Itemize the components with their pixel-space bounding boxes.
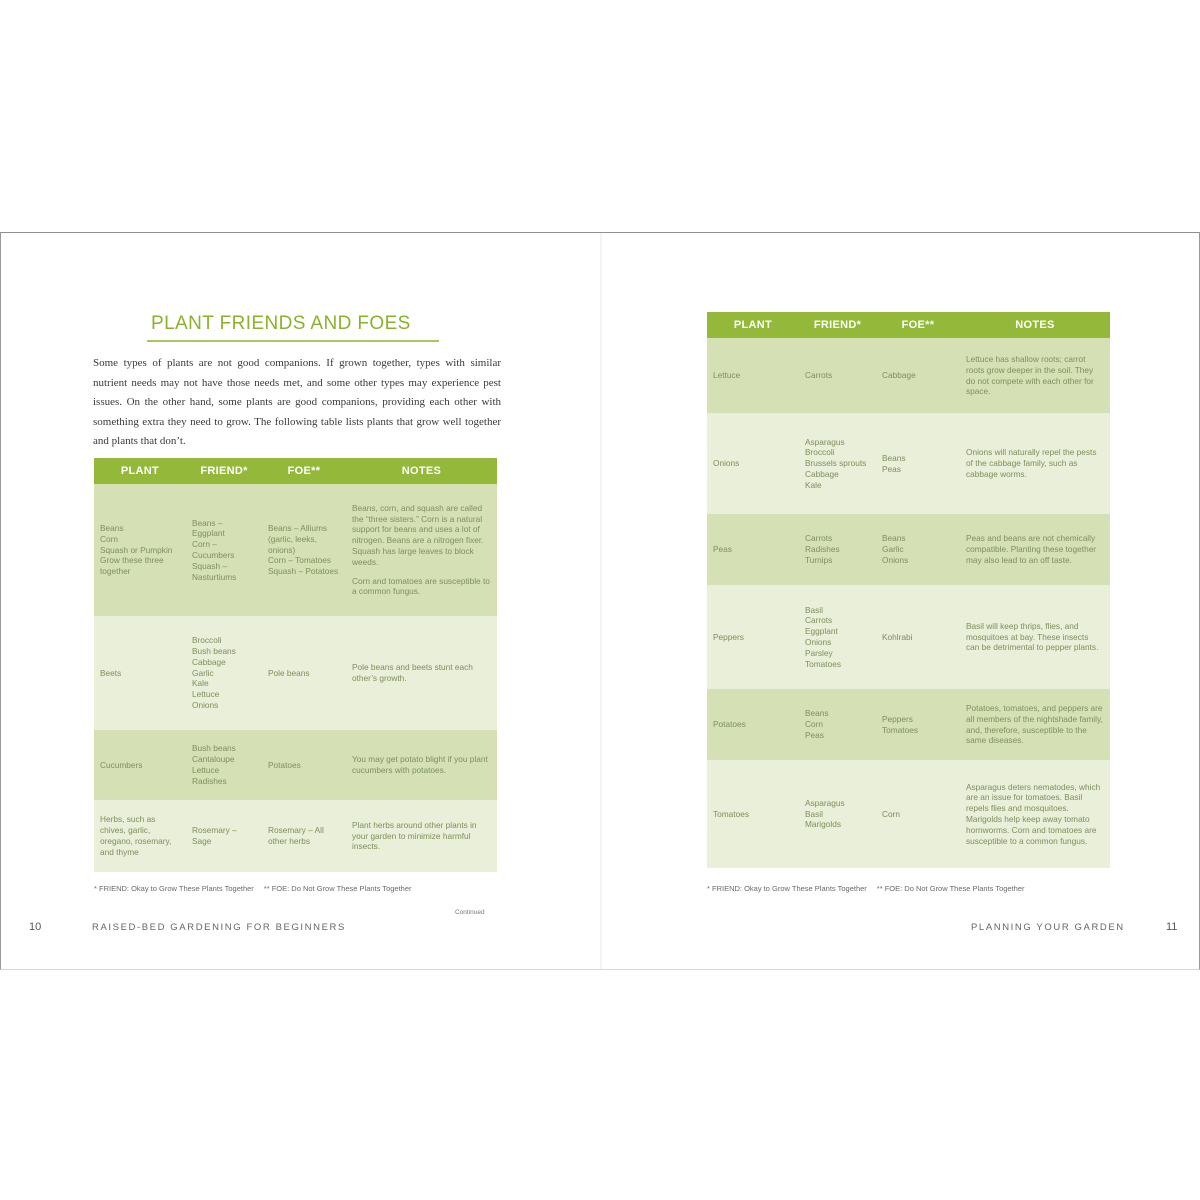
- left-page-number: 10: [29, 921, 42, 933]
- friend-text: Rosemary – Sage: [192, 825, 237, 846]
- intro-paragraph: Some types of plants are not good companions. If grown together, types with similar nutrient needs may not have those needs met, and some other types may experience pest issues. On the other hand, some plants are good companions, providing each other with something extra they need to grow. The following table lists plants that grow well together and plants that don’t.: [93, 357, 501, 447]
- friend-text: Broccoli: [192, 635, 222, 646]
- left-friends-foes-table: [94, 458, 497, 872]
- column-header-notes: NOTES: [960, 312, 1110, 338]
- table-row: [707, 760, 1110, 868]
- plant-text: Peas: [713, 544, 732, 555]
- plant-text: Onions: [713, 458, 740, 469]
- cell-notes: [960, 689, 1110, 760]
- cell-friend: [799, 585, 876, 689]
- plant-text: Corn: [100, 533, 118, 544]
- friend-text: Lettuce: [192, 765, 220, 775]
- cell-notes: [346, 484, 497, 616]
- friend-text: Radishes: [805, 544, 840, 555]
- friend-text: Lettuce: [192, 689, 220, 700]
- cell-foe: [876, 413, 960, 514]
- cell-friend: [799, 338, 876, 413]
- friend-text: Onions: [192, 699, 219, 710]
- cell-notes: [346, 616, 497, 730]
- column-header-friend: FRIEND*: [186, 458, 262, 484]
- friend-text: Kale: [805, 479, 822, 490]
- friend-text: Onions: [805, 637, 832, 647]
- cell-foe: [876, 760, 960, 868]
- friend-text: Parsley: [805, 647, 833, 658]
- cell-foe: [876, 514, 960, 585]
- column-header-friend: FRIEND*: [799, 312, 876, 338]
- friend-text: Cantaloupe: [192, 754, 235, 765]
- cell-friend: [799, 760, 876, 868]
- footnote-text: ** FOE: Do Not Grow These Plants Together: [876, 884, 1025, 893]
- friend-text: Garlic: [192, 667, 214, 678]
- notes-text: Basil will keep thrips, flies, and mosquitoes at bay. These insects can be detrimental to pepper plants.: [966, 620, 1099, 653]
- right-friends-foes-table: [707, 312, 1110, 868]
- friend-text: Basil: [805, 808, 823, 819]
- plant-text: Beets: [100, 667, 122, 678]
- friend-text: Corn – Cucumbers: [192, 539, 235, 560]
- table-row: [707, 413, 1110, 514]
- notes-text: Corn and tomatoes are susceptible to a common fungus.: [352, 575, 490, 597]
- foe-text: Kohlrabi: [882, 631, 913, 642]
- table-header-row: [707, 312, 1110, 338]
- plant-text: Beans: [100, 523, 124, 533]
- foe-text: Onions: [882, 554, 909, 565]
- cell-friend: [186, 616, 262, 730]
- cell-plant: [707, 338, 799, 413]
- foe-text: Beans: [882, 533, 906, 544]
- book-gutter: [600, 233, 602, 969]
- cell-plant: [94, 484, 186, 616]
- friend-text: Broccoli: [805, 447, 835, 458]
- foe-text: Beans – Alliums (garlic, leeks, onions): [268, 523, 328, 555]
- friend-text: Brussels sprouts: [805, 458, 867, 469]
- table-row: [94, 800, 497, 872]
- friend-text: Turnips: [805, 554, 833, 565]
- notes-text: Beans, corn, and squash are called the “three sisters.” Corn is a natural support for beans and uses a lot of nitrogen. Beans are a nitrogen fixer. Squash has large leaves to block weeds.: [352, 502, 484, 567]
- friend-text: Carrots: [805, 533, 833, 544]
- table-row: [94, 730, 497, 800]
- cell-notes: [960, 514, 1110, 585]
- friend-text: Eggplant: [805, 626, 838, 637]
- notes-text: Pole beans and beets stunt each other’s growth.: [352, 662, 473, 683]
- friend-text: Squash – Nasturtiums: [192, 560, 237, 582]
- table-row: [707, 514, 1110, 585]
- cell-notes: [960, 338, 1110, 413]
- foe-text: Rosemary – All other herbs: [268, 825, 324, 846]
- friend-text: Marigolds: [805, 819, 841, 830]
- cell-foe: [262, 730, 346, 800]
- page-title: PLANT FRIENDS AND FOES: [151, 313, 411, 334]
- friend-text: Radishes: [192, 775, 227, 786]
- cell-notes: [960, 760, 1110, 868]
- column-header-plant: PLANT: [707, 312, 799, 338]
- cell-foe: [876, 338, 960, 413]
- plant-text: Herbs, such as chives, garlic, oregano, rosemary, and thyme: [100, 814, 172, 857]
- friend-text: Asparagus: [805, 797, 845, 808]
- plant-text: Squash or Pumpkin: [100, 544, 173, 555]
- notes-text: Potatoes, tomatoes, and peppers are all members of the nightshade family, and, therefore, susceptible to the same diseases.: [966, 702, 1103, 746]
- right-running-head: PLANNING YOUR GARDEN: [971, 922, 1125, 933]
- friend-text: Carrots: [805, 370, 833, 381]
- cell-plant: [707, 760, 799, 868]
- foe-text: Tomatoes: [882, 724, 918, 735]
- cell-plant: [707, 689, 799, 760]
- foe-text: Peas: [882, 463, 901, 474]
- friend-text: Cabbage: [805, 468, 839, 479]
- foe-text: Squash – Potatoes: [268, 566, 339, 577]
- column-header-foe: FOE**: [876, 312, 960, 338]
- friend-text: Asparagus: [805, 436, 845, 447]
- cell-plant: [707, 585, 799, 689]
- column-header-notes: NOTES: [346, 458, 497, 484]
- notes-text: You may get potato blight if you plant cucumbers with potatoes.: [352, 754, 488, 775]
- friend-text: Tomatoes: [805, 658, 841, 669]
- title-underline: [147, 340, 439, 342]
- cell-friend: [799, 413, 876, 514]
- cell-foe: [262, 484, 346, 616]
- friend-text: Bush beans: [192, 646, 236, 656]
- right-footnotes: [707, 884, 1035, 893]
- cell-plant: [707, 413, 799, 514]
- friend-text: Corn: [805, 719, 823, 730]
- foe-text: Pole beans: [268, 667, 310, 678]
- cell-notes: [346, 730, 497, 800]
- friend-text: Cabbage: [192, 656, 226, 667]
- plant-text: Grow these three together: [100, 555, 164, 577]
- plant-text: Peppers: [713, 631, 744, 642]
- footnote-text: ** FOE: Do Not Grow These Plants Together: [263, 884, 412, 893]
- footnote-text: * FRIEND: Okay to Grow These Plants Together: [94, 884, 254, 893]
- friend-text: Beans: [805, 708, 829, 719]
- cell-plant: [707, 514, 799, 585]
- plant-text: Tomatoes: [713, 808, 749, 819]
- cell-foe: [876, 585, 960, 689]
- notes-text: Asparagus deters nematodes, which are an issue for tomatoes. Basil repels flies and mosquitoes. Marigolds help keep away tomato hornworms. Corn and tomatoes are susceptible to a common fungus.: [966, 781, 1101, 846]
- table-row: [707, 689, 1110, 760]
- notes-text: Peas and beans are not chemically compatible. Planting these together may also lead to an off taste.: [966, 533, 1097, 565]
- cell-notes: [960, 413, 1110, 514]
- friend-text: Peas: [805, 729, 824, 740]
- friend-text: Basil: [805, 604, 823, 615]
- table-row: [94, 616, 497, 730]
- cell-notes: [960, 585, 1110, 689]
- column-header-plant: PLANT: [94, 458, 186, 484]
- cell-foe: [262, 800, 346, 872]
- cell-foe: [262, 616, 346, 730]
- table-row: [94, 484, 497, 616]
- friend-text: Beans – Eggplant: [192, 517, 225, 539]
- foe-text: Peppers: [882, 713, 913, 724]
- plant-text: Lettuce: [713, 370, 741, 381]
- notes-text: Onions will naturally repel the pests of the cabbage family, such as cabbage worms.: [966, 447, 1097, 479]
- friend-text: Bush beans: [192, 743, 236, 754]
- cell-friend: [186, 730, 262, 800]
- foe-text: Beans: [882, 452, 906, 463]
- column-header-foe: FOE**: [262, 458, 346, 484]
- cell-friend: [799, 689, 876, 760]
- table-row: [707, 585, 1110, 689]
- footnote-text: * FRIEND: Okay to Grow These Plants Together: [707, 884, 867, 893]
- foe-text: Garlic: [882, 544, 904, 555]
- foe-text: Corn – Tomatoes: [268, 555, 332, 566]
- cell-friend: [186, 800, 262, 872]
- left-footnotes: [94, 884, 422, 893]
- right-page-number: 11: [1166, 921, 1178, 933]
- foe-text: Cabbage: [882, 370, 916, 381]
- cell-foe: [876, 689, 960, 760]
- friend-text: Carrots: [805, 615, 833, 626]
- continued-note: Continued: [455, 909, 485, 916]
- foe-text: Potatoes: [268, 759, 301, 770]
- cell-plant: [94, 730, 186, 800]
- left-running-head: RAISED-BED GARDENING FOR BEGINNERS: [92, 922, 346, 933]
- plant-text: Potatoes: [713, 719, 746, 730]
- cell-plant: [94, 800, 186, 872]
- foe-text: Corn: [882, 808, 900, 819]
- cell-friend: [799, 514, 876, 585]
- notes-text: Lettuce has shallow roots; carrot roots grow deeper in the soil. They do not compete with each other for space.: [966, 353, 1094, 397]
- table-header-row: [94, 458, 497, 484]
- table-row: [707, 338, 1110, 413]
- plant-text: Cucumbers: [100, 759, 143, 770]
- notes-text: Plant herbs around other plants in your garden to minimize harmful insects.: [352, 819, 477, 852]
- cell-notes: [346, 800, 497, 872]
- cell-friend: [186, 484, 262, 616]
- friend-text: Kale: [192, 678, 209, 689]
- cell-plant: [94, 616, 186, 730]
- book-spread: [0, 232, 1200, 970]
